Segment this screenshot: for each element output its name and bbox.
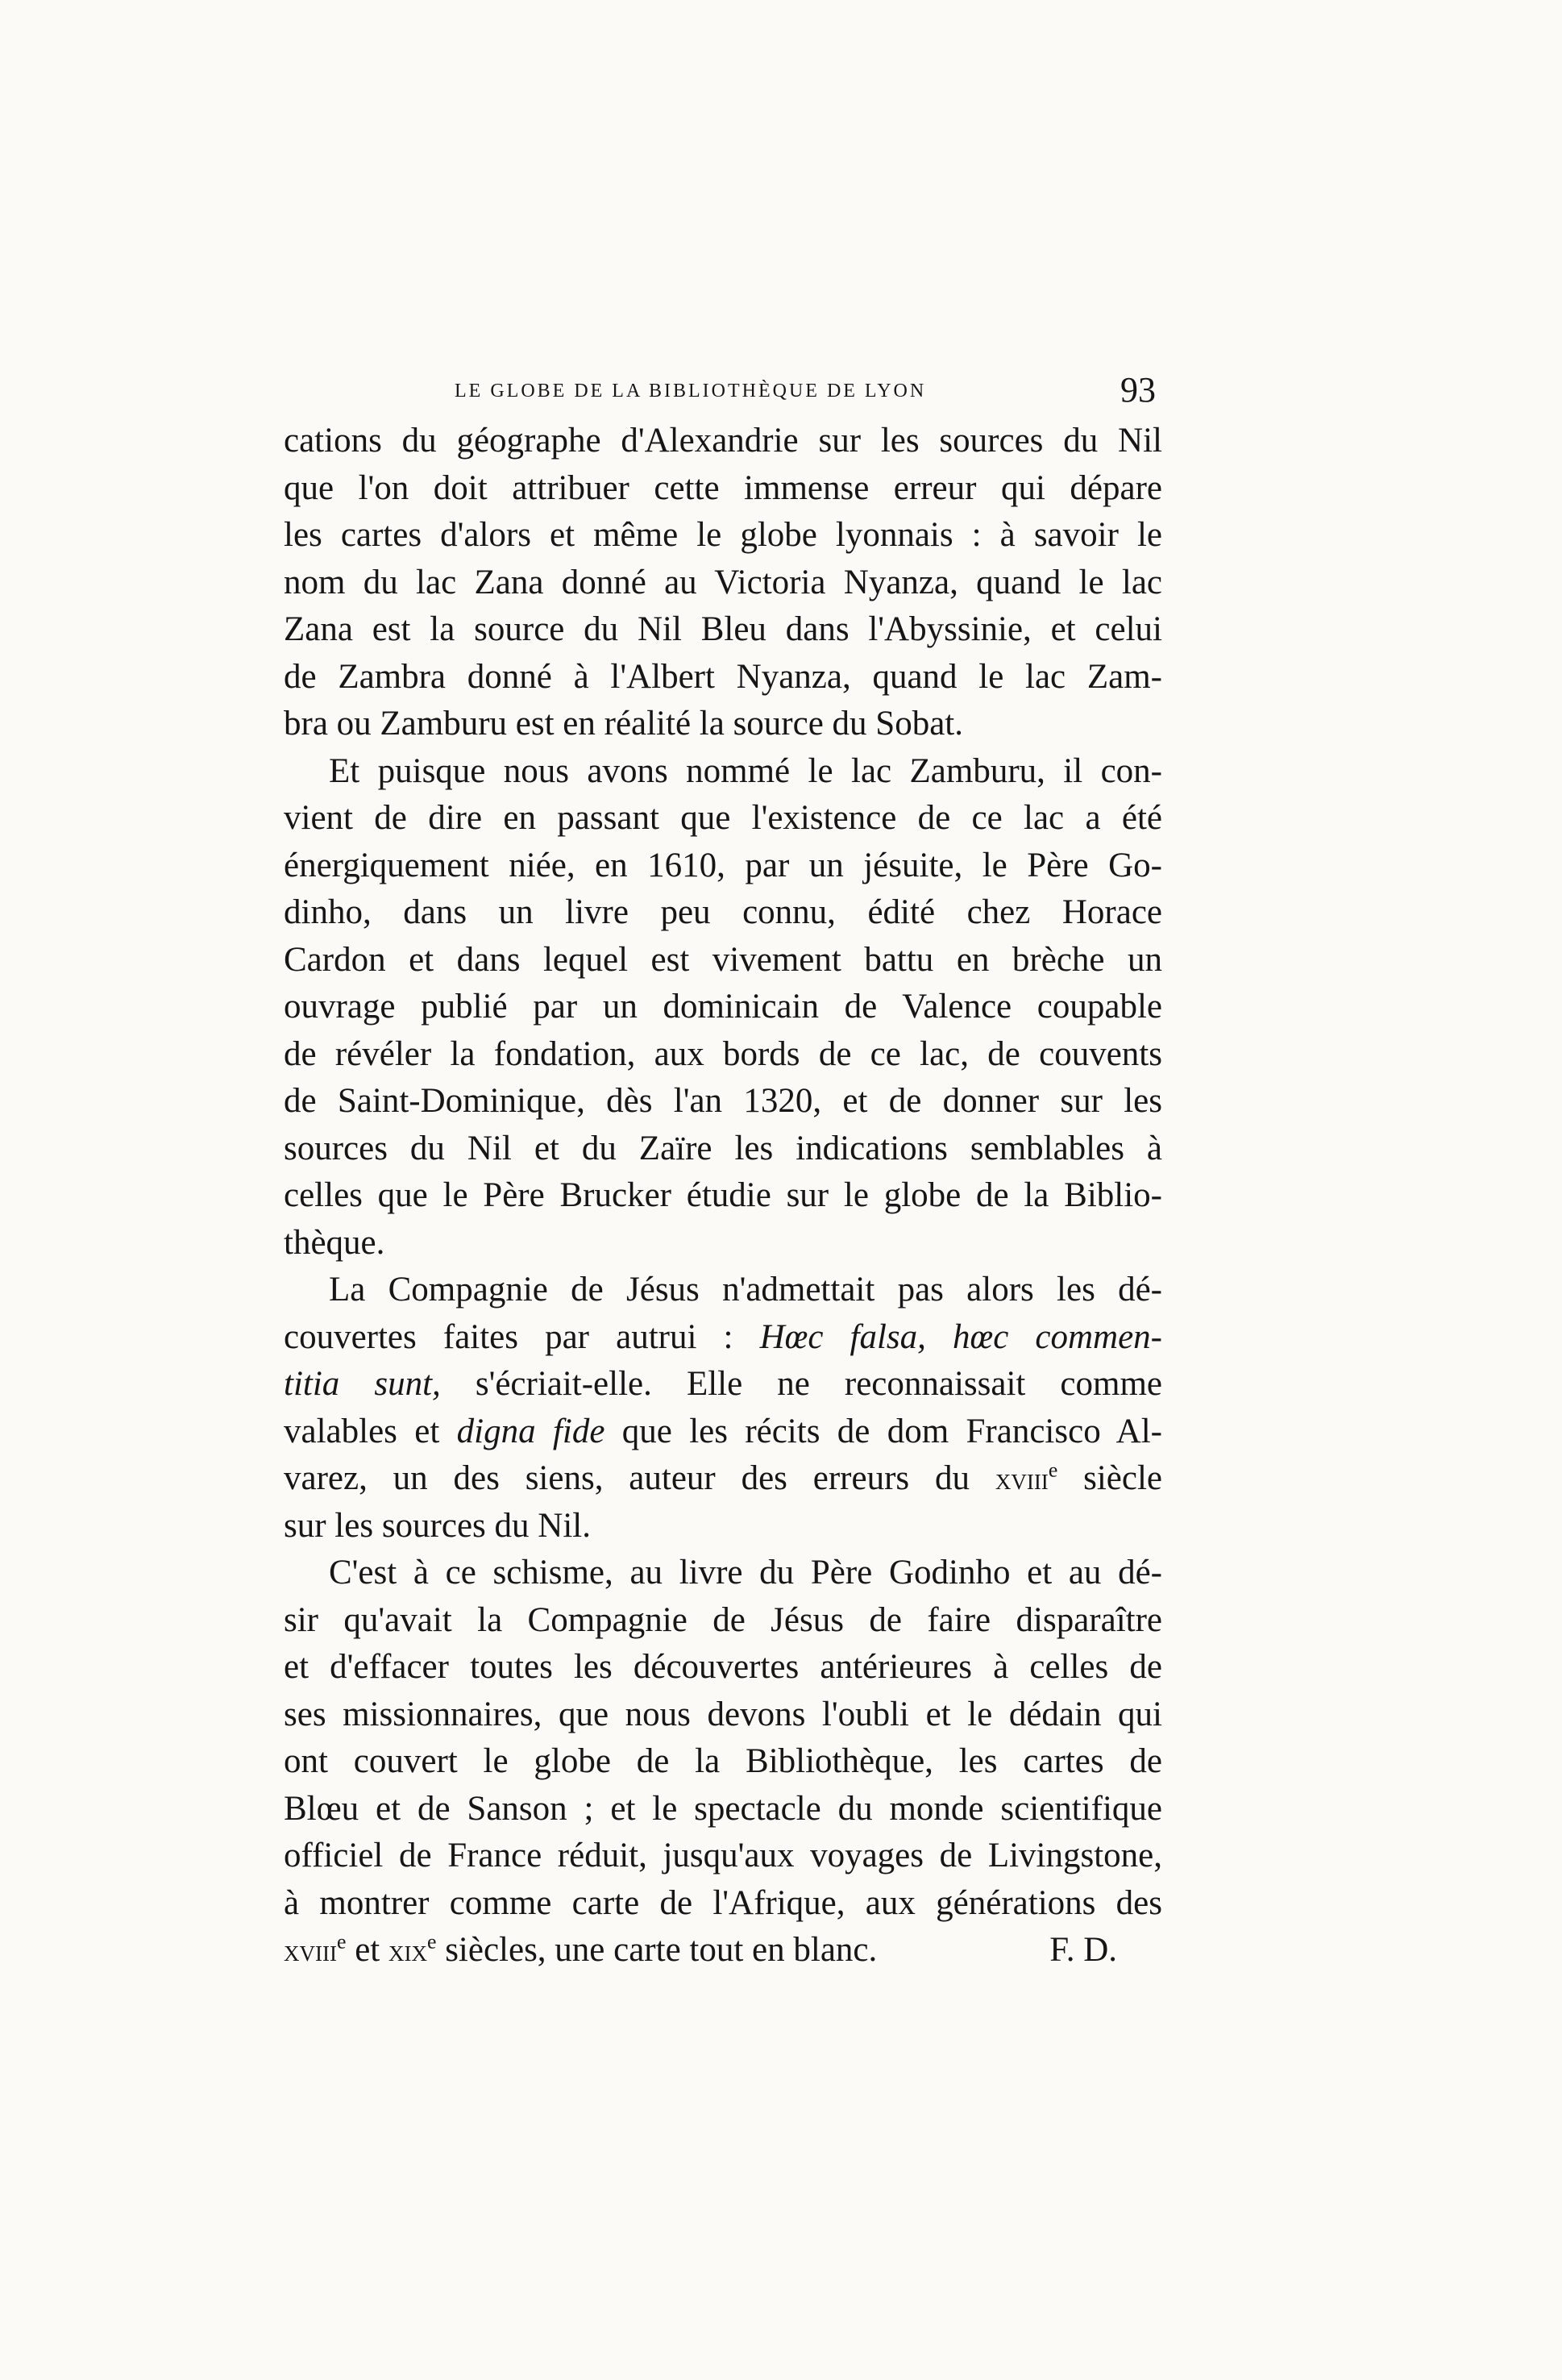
text-line: nom du lac Zana donné au Victoria Nyanza, quand le lac bbox=[284, 563, 1162, 601]
latin-phrase: digna fide bbox=[456, 1412, 605, 1450]
superscript: e bbox=[336, 1929, 347, 1954]
running-header bbox=[284, 369, 1162, 418]
text-line: La Compagnie de Jésus n'admettait pas alors les dé- bbox=[329, 1271, 1162, 1309]
text-line bbox=[284, 1408, 1162, 1456]
paragraph-4 bbox=[284, 1550, 1162, 1974]
text-line: ouvrage publié par un dominicain de Valence coupable bbox=[284, 988, 1162, 1026]
text-line: officiel de France réduit, jusqu'aux voyages de Livingstone, bbox=[284, 1837, 1162, 1874]
text-line: de révéler la fondation, aux bords de ce lac, de couvents bbox=[284, 1034, 1162, 1073]
latin-quote: titia sunt, bbox=[284, 1365, 441, 1403]
text-line: sir qu'avait la Compagnie de Jésus de faire disparaître bbox=[284, 1600, 1162, 1639]
author-signature: F. D. bbox=[1049, 1931, 1117, 1969]
text-line: sur les sources du Nil. bbox=[284, 1506, 591, 1545]
paragraph-1 bbox=[284, 418, 1162, 748]
text-line: que l'on doit attribuer cette immense erreur qui dépare bbox=[284, 468, 1162, 507]
text-line: de Saint-Dominique, dès l'an 1320, et de donner sur les bbox=[284, 1082, 1162, 1120]
century-numeral: xviii bbox=[995, 1463, 1049, 1496]
text-line: Cardon et dans lequel est vivement battu en brèche un bbox=[284, 940, 1162, 979]
text-run: et bbox=[346, 1931, 388, 1969]
text-run: que les récits de dom Francisco Al- bbox=[604, 1412, 1162, 1450]
century-numeral: xix bbox=[388, 1934, 427, 1968]
latin-quote: Hœc falsa, hœc commen- bbox=[759, 1317, 1162, 1356]
text-line: sources du Nil et du Zaïre les indications semblables à bbox=[284, 1129, 1162, 1167]
text-line: ses missionnaires, que nous devons l'oubli et le dédain qui bbox=[284, 1695, 1162, 1733]
text-line: et d'effacer toutes les découvertes antérieures à celles de bbox=[284, 1648, 1162, 1686]
text-run: s'écriait-elle. Elle ne reconnaissait comme bbox=[440, 1365, 1162, 1403]
text-line bbox=[284, 1927, 1162, 1974]
text-run: couvertes faites par autrui : bbox=[284, 1317, 760, 1356]
text-run: siècle bbox=[1057, 1459, 1163, 1497]
text-line: dinho, dans un livre peu connu, édité chez Horace bbox=[284, 893, 1162, 931]
text-line: de Zambra donné à l'Albert Nyanza, quand le lac Zam- bbox=[284, 657, 1162, 696]
superscript: e bbox=[1048, 1458, 1058, 1482]
text-line: C'est à ce schisme, au livre du Père Godinho et au dé- bbox=[329, 1554, 1162, 1592]
running-title: LE GLOBE DE LA BIBLIOTHÈQUE DE LYON bbox=[455, 381, 927, 402]
text-line: Et puisque nous avons nommé le lac Zamburu, il con- bbox=[329, 751, 1162, 790]
text-line: Zana est la source du Nil Bleu dans l'Abyssinie, et celui bbox=[284, 610, 1162, 648]
text-run: siècles, une carte tout en blanc. bbox=[436, 1931, 878, 1969]
text-line bbox=[284, 1314, 1162, 1362]
text-line: thèque. bbox=[284, 1223, 385, 1262]
text-line: ont couvert le globe de la Bibliothèque, les cartes de bbox=[284, 1742, 1162, 1780]
text-line: Blœu et de Sanson ; et le spectacle du monde scientifique bbox=[284, 1789, 1162, 1828]
text-line bbox=[284, 1361, 1162, 1408]
text-line: énergiquement niée, en 1610, par un jésuite, le Père Go- bbox=[284, 846, 1162, 884]
text-line bbox=[284, 1455, 1162, 1503]
text-line: cations du géographe d'Alexandrie sur les sources du Nil bbox=[284, 422, 1162, 460]
paragraph-2 bbox=[284, 748, 1162, 1267]
text-line: celles que le Père Brucker étudie sur le globe de la Biblio- bbox=[284, 1176, 1162, 1214]
text-line: bra ou Zamburu est en réalité la source du Sobat. bbox=[284, 705, 963, 743]
superscript: e bbox=[426, 1929, 437, 1954]
century-numeral: xviii bbox=[284, 1934, 337, 1968]
text-line: à montrer comme carte de l'Afrique, aux générations des bbox=[284, 1883, 1162, 1922]
paragraph-3 bbox=[284, 1267, 1162, 1550]
text-run: varez, un des siens, auteur des erreurs du bbox=[284, 1459, 995, 1497]
text-line: les cartes d'alors et même le globe lyonnais : à savoir le bbox=[284, 516, 1162, 554]
body-text bbox=[284, 418, 1162, 1974]
page-number: 93 bbox=[1120, 370, 1156, 410]
text-line: vient de dire en passant que l'existence de ce lac a été bbox=[284, 799, 1162, 837]
text-run: valables et bbox=[284, 1412, 457, 1450]
